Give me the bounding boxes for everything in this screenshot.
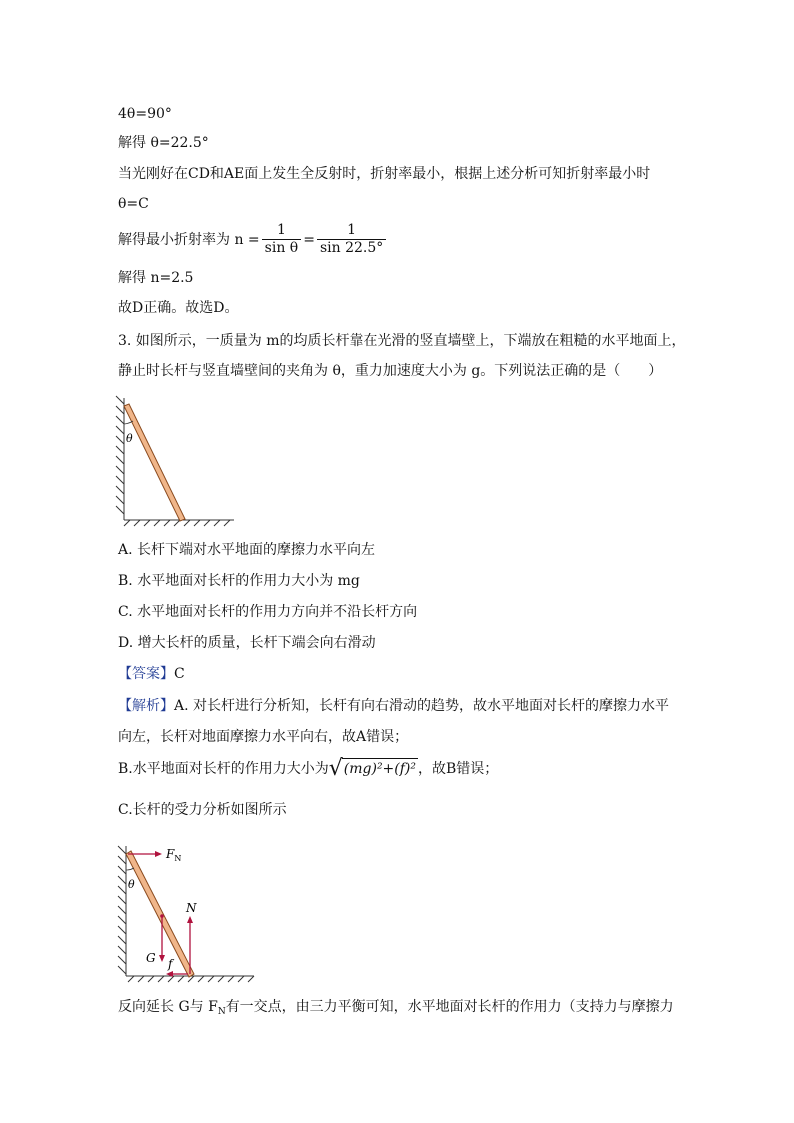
n-label: N — [186, 901, 197, 915]
analysis-b-prefix: B.水平地面对长杆的作用力大小为 — [118, 761, 329, 777]
fraction-1 — [262, 222, 302, 257]
equals-sign: = — [303, 231, 315, 248]
center-of-mass — [160, 914, 164, 918]
ground-hatch — [124, 520, 234, 526]
analysis-a: A. 对长杆进行分析知，长杆有向右滑动的趋势，故水平地面对长杆的摩擦力水平 — [174, 698, 670, 714]
text-line: 解得 θ=22.5° — [118, 135, 209, 151]
option-c: C. 水平地面对长杆的作用力方向并不沿长杆方向 — [118, 604, 418, 620]
f-label: f — [168, 957, 173, 971]
last-sub: N — [217, 1007, 226, 1017]
text-line: 4θ=90° — [118, 106, 172, 122]
wall-hatch — [116, 396, 124, 520]
analysis-a-cont: 向左，长杆对地面摩擦力水平向右，故A错误； — [118, 729, 409, 745]
option-b: B. 水平地面对长杆的作用力大小为 mg — [118, 573, 360, 589]
answer-line — [118, 664, 185, 684]
analysis-b-line — [118, 758, 498, 780]
min-index-equation — [118, 222, 388, 257]
text-line: θ=C — [118, 196, 149, 212]
fn-label: $F_N$ — [166, 847, 182, 863]
figure-rod-wall — [112, 394, 240, 528]
last-text-1: 反向延长 G与 F — [118, 999, 218, 1015]
g-label: G — [146, 951, 156, 965]
fraction-denominator: sin 22.5° — [317, 239, 386, 257]
analysis-line — [118, 696, 669, 716]
fraction-numerator: 1 — [347, 222, 357, 238]
fraction-2 — [317, 222, 386, 257]
angle-arc — [126, 868, 134, 870]
equation-prefix: 解得最小折射率为 n = — [118, 231, 260, 248]
last-line — [118, 997, 674, 1022]
figure-force-analysis — [112, 840, 262, 986]
question-3-line1: 3. 如图所示，一质量为 m的均质长杆靠在光滑的竖直墙壁上，下端放在粗糙的水平地面上， — [118, 333, 686, 349]
analysis-c: C.长杆的受力分析如图所示 — [118, 802, 287, 818]
option-d: D. 增大长杆的质量，长杆下端会向右滑动 — [118, 635, 376, 651]
answer-value: C — [174, 666, 185, 682]
rod — [124, 404, 185, 521]
text-line: 故D正确。故选D。 — [118, 300, 239, 316]
rod — [126, 851, 194, 977]
text-line: 当光刚好在CD和AE面上发生全反射时，折射率最小，根据上述分析可知折射率最小时 — [118, 166, 651, 182]
analysis-b-suffix: ，故B错误； — [418, 761, 499, 777]
option-a: A. 长杆下端对水平地面的摩擦力水平向左 — [118, 542, 376, 558]
analysis-tag: 【解析】 — [118, 698, 174, 714]
last-text-2: 有一交点，由三力平衡可知，水平地面对长杆的作用力（支持力与摩擦力 — [225, 999, 674, 1015]
sqrt-expression — [329, 758, 418, 780]
sqrt-sign: √ — [328, 756, 343, 781]
angle-label: θ — [126, 432, 133, 445]
fraction-numerator: 1 — [276, 222, 286, 238]
question-3-line2: 静止时长杆与竖直墙壁间的夹角为 θ，重力加速度大小为 g。下列说法正确的是（ ） — [118, 363, 663, 379]
sqrt-body: (mg)²+(f)² — [342, 758, 418, 778]
angle-label: θ — [128, 878, 135, 891]
text-line: 解得 n=2.5 — [118, 270, 194, 286]
fraction-denominator: sin θ — [262, 239, 302, 257]
answer-tag: 【答案】 — [118, 666, 174, 682]
wall-hatch — [118, 846, 126, 976]
